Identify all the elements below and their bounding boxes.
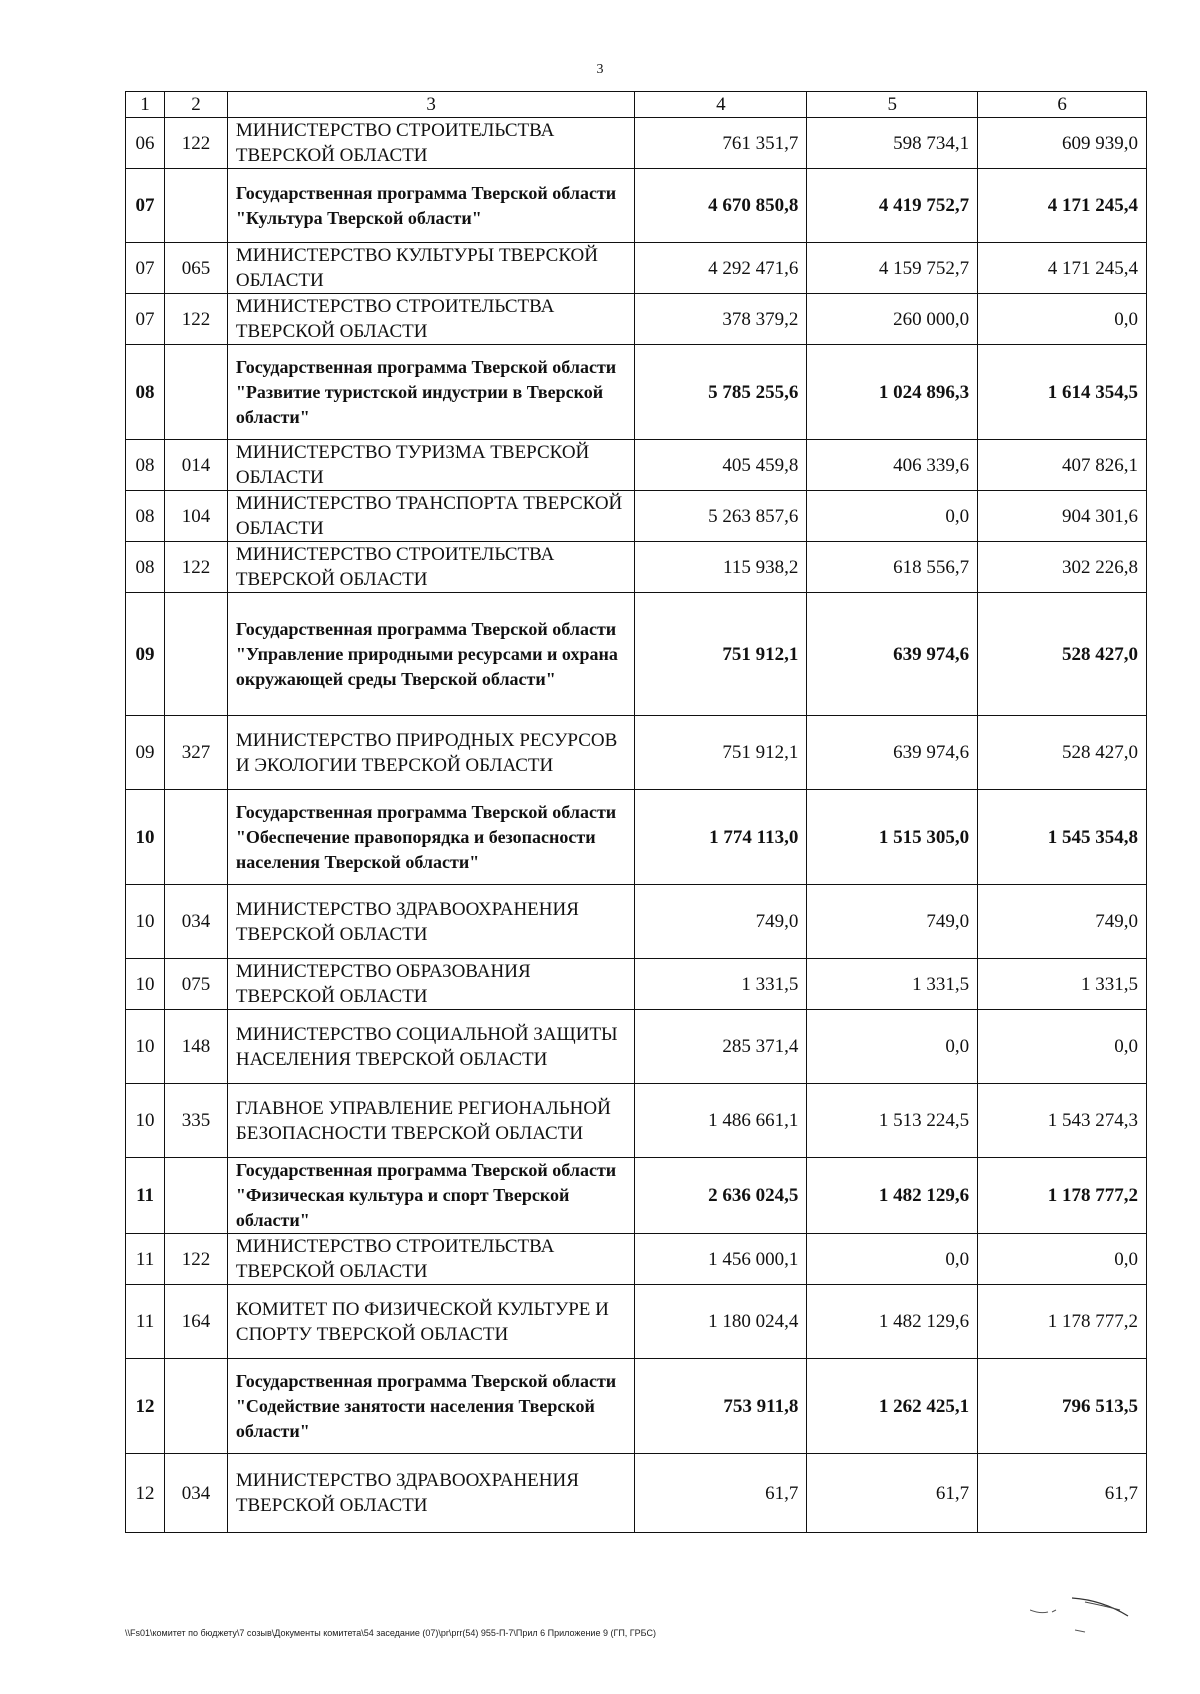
row-code: 11	[126, 1285, 165, 1359]
row-code: 07	[126, 243, 165, 294]
table-row	[126, 243, 1147, 294]
row-admin-code	[165, 169, 228, 243]
row-value-4: 115 938,2	[635, 542, 807, 593]
row-name: МИНИСТЕРСТВО ЗДРАВООХРАНЕНИЯ ТВЕРСКОЙ ОБЛАСТИ	[227, 885, 635, 959]
row-value-6: 4 171 245,4	[978, 169, 1147, 243]
row-value-6: 1 331,5	[978, 959, 1147, 1010]
row-value-4: 751 912,1	[635, 716, 807, 790]
row-code: 08	[126, 542, 165, 593]
table-row	[126, 542, 1147, 593]
row-value-5: 1 515 305,0	[807, 790, 978, 885]
budget-table	[125, 91, 1147, 1533]
row-value-4: 1 486 661,1	[635, 1084, 807, 1158]
row-value-6: 407 826,1	[978, 440, 1147, 491]
row-value-6: 609 939,0	[978, 118, 1147, 169]
row-admin-code: 014	[165, 440, 228, 491]
row-name: МИНИСТЕРСТВО ТРАНСПОРТА ТВЕРСКОЙ ОБЛАСТИ	[227, 491, 635, 542]
row-value-5: 1 482 129,6	[807, 1285, 978, 1359]
column-header: 5	[807, 92, 978, 118]
row-name: Государственная программа Тверской области "Содействие занятости населения Тверской области"	[227, 1359, 635, 1454]
row-value-6: 904 301,6	[978, 491, 1147, 542]
row-value-4: 753 911,8	[635, 1359, 807, 1454]
row-name: МИНИСТЕРСТВО ТУРИЗМА ТВЕРСКОЙ ОБЛАСТИ	[227, 440, 635, 491]
row-value-5: 4 419 752,7	[807, 169, 978, 243]
row-code: 11	[126, 1234, 165, 1285]
row-code: 10	[126, 1084, 165, 1158]
row-admin-code	[165, 1359, 228, 1454]
row-value-4: 2 636 024,5	[635, 1158, 807, 1234]
row-code: 12	[126, 1359, 165, 1454]
row-value-5: 1 024 896,3	[807, 345, 978, 440]
column-header: 4	[635, 92, 807, 118]
row-name: Государственная программа Тверской области "Обеспечение правопорядка и безопасности населения Тверской области"	[227, 790, 635, 885]
row-admin-code: 122	[165, 294, 228, 345]
row-admin-code: 034	[165, 885, 228, 959]
row-name: ГЛАВНОЕ УПРАВЛЕНИЕ РЕГИОНАЛЬНОЙ БЕЗОПАСНОСТИ ТВЕРСКОЙ ОБЛАСТИ	[227, 1084, 635, 1158]
program-row	[126, 593, 1147, 716]
row-code: 07	[126, 294, 165, 345]
row-value-5: 260 000,0	[807, 294, 978, 345]
row-value-6: 528 427,0	[978, 593, 1147, 716]
row-value-4: 5 785 255,6	[635, 345, 807, 440]
row-code: 11	[126, 1158, 165, 1234]
program-row	[126, 345, 1147, 440]
column-header: 1	[126, 92, 165, 118]
row-admin-code	[165, 1158, 228, 1234]
row-value-4: 1 331,5	[635, 959, 807, 1010]
row-name: МИНИСТЕРСТВО ОБРАЗОВАНИЯ ТВЕРСКОЙ ОБЛАСТИ	[227, 959, 635, 1010]
row-code: 10	[126, 885, 165, 959]
row-name: Государственная программа Тверской области "Физическая культура и спорт Тверской области"	[227, 1158, 635, 1234]
row-value-6: 749,0	[978, 885, 1147, 959]
row-code: 07	[126, 169, 165, 243]
table-row	[126, 1010, 1147, 1084]
row-admin-code: 122	[165, 1234, 228, 1285]
row-admin-code: 327	[165, 716, 228, 790]
row-code: 10	[126, 959, 165, 1010]
row-value-4: 285 371,4	[635, 1010, 807, 1084]
row-value-6: 1 178 777,2	[978, 1158, 1147, 1234]
row-value-6: 1 545 354,8	[978, 790, 1147, 885]
row-value-4: 405 459,8	[635, 440, 807, 491]
row-value-5: 1 331,5	[807, 959, 978, 1010]
row-value-5: 4 159 752,7	[807, 243, 978, 294]
row-code: 08	[126, 440, 165, 491]
table-row	[126, 440, 1147, 491]
row-admin-code	[165, 593, 228, 716]
row-name: МИНИСТЕРСТВО ЗДРАВООХРАНЕНИЯ ТВЕРСКОЙ ОБЛАСТИ	[227, 1454, 635, 1533]
program-row	[126, 1359, 1147, 1454]
row-value-6: 0,0	[978, 1010, 1147, 1084]
row-code: 08	[126, 345, 165, 440]
row-value-6: 528 427,0	[978, 716, 1147, 790]
row-code: 09	[126, 593, 165, 716]
row-name: МИНИСТЕРСТВО СТРОИТЕЛЬСТВА ТВЕРСКОЙ ОБЛАСТИ	[227, 1234, 635, 1285]
row-value-4: 1 456 000,1	[635, 1234, 807, 1285]
row-name: МИНИСТЕРСТВО СОЦИАЛЬНОЙ ЗАЩИТЫ НАСЕЛЕНИЯ ТВЕРСКОЙ ОБЛАСТИ	[227, 1010, 635, 1084]
program-row	[126, 1158, 1147, 1234]
row-name: Государственная программа Тверской области "Развитие туристской индустрии в Тверской области"	[227, 345, 635, 440]
row-value-4: 751 912,1	[635, 593, 807, 716]
table-row	[126, 294, 1147, 345]
row-name: МИНИСТЕРСТВО КУЛЬТУРЫ ТВЕРСКОЙ ОБЛАСТИ	[227, 243, 635, 294]
row-name: МИНИСТЕРСТВО СТРОИТЕЛЬСТВА ТВЕРСКОЙ ОБЛАСТИ	[227, 542, 635, 593]
row-code: 06	[126, 118, 165, 169]
program-row	[126, 169, 1147, 243]
table-row	[126, 1234, 1147, 1285]
row-code: 12	[126, 1454, 165, 1533]
row-value-6: 796 513,5	[978, 1359, 1147, 1454]
row-name: МИНИСТЕРСТВО СТРОИТЕЛЬСТВА ТВЕРСКОЙ ОБЛАСТИ	[227, 294, 635, 345]
column-header: 6	[978, 92, 1147, 118]
row-value-4: 1 774 113,0	[635, 790, 807, 885]
row-admin-code	[165, 790, 228, 885]
column-header: 3	[227, 92, 635, 118]
row-admin-code: 164	[165, 1285, 228, 1359]
row-value-5: 61,7	[807, 1454, 978, 1533]
program-row	[126, 790, 1147, 885]
column-header: 2	[165, 92, 228, 118]
table-row	[126, 716, 1147, 790]
row-name: Государственная программа Тверской области "Управление природными ресурсами и охрана окружающей среды Тверской области"	[227, 593, 635, 716]
row-admin-code: 034	[165, 1454, 228, 1533]
table-row	[126, 491, 1147, 542]
row-admin-code: 122	[165, 118, 228, 169]
table-header-row	[126, 92, 1147, 118]
row-code: 10	[126, 790, 165, 885]
table-row	[126, 1084, 1147, 1158]
row-code: 09	[126, 716, 165, 790]
row-value-5: 749,0	[807, 885, 978, 959]
row-value-6: 302 226,8	[978, 542, 1147, 593]
page-number: 3	[596, 62, 604, 77]
row-value-4: 761 351,7	[635, 118, 807, 169]
row-value-5: 618 556,7	[807, 542, 978, 593]
row-admin-code: 104	[165, 491, 228, 542]
row-admin-code: 065	[165, 243, 228, 294]
row-admin-code: 148	[165, 1010, 228, 1084]
row-value-6: 1 614 354,5	[978, 345, 1147, 440]
row-value-6: 4 171 245,4	[978, 243, 1147, 294]
signature-mark	[1030, 1590, 1140, 1640]
row-value-5: 0,0	[807, 491, 978, 542]
row-admin-code: 075	[165, 959, 228, 1010]
row-name: Государственная программа Тверской области "Культура Тверской области"	[227, 169, 635, 243]
row-value-6: 0,0	[978, 294, 1147, 345]
table-row	[126, 959, 1147, 1010]
row-value-5: 598 734,1	[807, 118, 978, 169]
row-value-4: 749,0	[635, 885, 807, 959]
row-value-6: 61,7	[978, 1454, 1147, 1533]
row-value-4: 1 180 024,4	[635, 1285, 807, 1359]
row-value-5: 0,0	[807, 1234, 978, 1285]
row-name: МИНИСТЕРСТВО СТРОИТЕЛЬСТВА ТВЕРСКОЙ ОБЛАСТИ	[227, 118, 635, 169]
row-value-5: 1 482 129,6	[807, 1158, 978, 1234]
row-value-6: 1 178 777,2	[978, 1285, 1147, 1359]
row-admin-code: 122	[165, 542, 228, 593]
table-row	[126, 885, 1147, 959]
row-admin-code: 335	[165, 1084, 228, 1158]
row-value-5: 639 974,6	[807, 716, 978, 790]
row-value-5: 1 513 224,5	[807, 1084, 978, 1158]
table-row	[126, 1454, 1147, 1533]
row-admin-code	[165, 345, 228, 440]
row-code: 08	[126, 491, 165, 542]
footer-file-path: \\Fs01\комитет по бюджету\7 созыв\Документы комитета\54 заседание (07)\pr\prr(54) 955-П-7\Прил 6 Приложение 9 (ГП, ГРБС)	[125, 1628, 656, 1638]
row-code: 10	[126, 1010, 165, 1084]
table-row	[126, 1285, 1147, 1359]
row-value-4: 61,7	[635, 1454, 807, 1533]
row-value-4: 378 379,2	[635, 294, 807, 345]
row-value-6: 1 543 274,3	[978, 1084, 1147, 1158]
row-value-4: 4 292 471,6	[635, 243, 807, 294]
row-value-5: 406 339,6	[807, 440, 978, 491]
row-value-5: 0,0	[807, 1010, 978, 1084]
table-row	[126, 118, 1147, 169]
row-name: КОМИТЕТ ПО ФИЗИЧЕСКОЙ КУЛЬТУРЕ И СПОРТУ ТВЕРСКОЙ ОБЛАСТИ	[227, 1285, 635, 1359]
row-value-5: 639 974,6	[807, 593, 978, 716]
row-value-4: 4 670 850,8	[635, 169, 807, 243]
table-body	[126, 118, 1147, 1533]
row-value-5: 1 262 425,1	[807, 1359, 978, 1454]
row-value-4: 5 263 857,6	[635, 491, 807, 542]
row-value-6: 0,0	[978, 1234, 1147, 1285]
row-name: МИНИСТЕРСТВО ПРИРОДНЫХ РЕСУРСОВ И ЭКОЛОГИИ ТВЕРСКОЙ ОБЛАСТИ	[227, 716, 635, 790]
